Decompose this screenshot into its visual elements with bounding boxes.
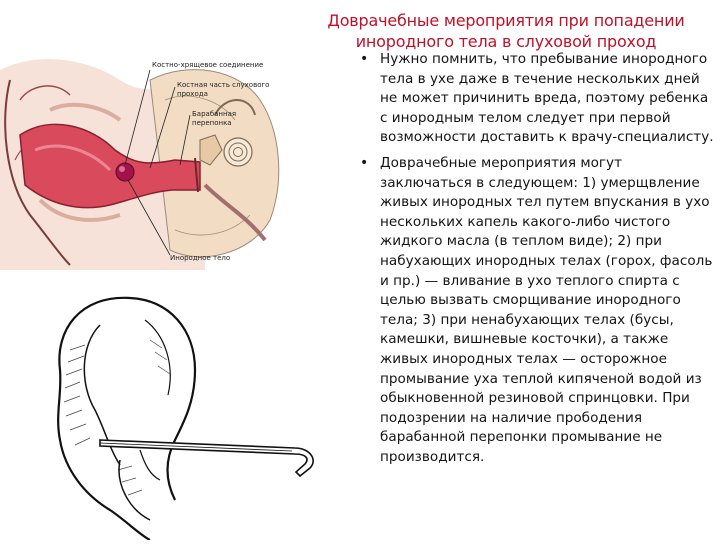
foreign-body-marker: [116, 163, 134, 181]
ear-anatomy-illustration: [0, 40, 300, 270]
ear-probe-drawing: [0, 290, 340, 540]
bullet-item-2: [356, 154, 716, 468]
callout-bone-cartilage-joint: Костно-хрящевое соединение: [152, 61, 264, 69]
bullet-dot-icon: •: [360, 154, 369, 171]
callout-eardrum-line2: перепонка: [192, 119, 232, 127]
callout-foreign-body: Инородное тело: [170, 254, 231, 262]
auricle-with-probe-illustration: [0, 290, 340, 540]
bullet-item-1: [356, 50, 716, 148]
bullet-text: Нужно помнить, что пребывание инородного тела в ухе даже в течение нескольких дней не может причинить вреда, поэтому ребенка с инородным телом следует при первой возможности доставить к врачу-специалисту.: [380, 51, 714, 146]
bullet-list: [356, 50, 716, 473]
cochlea-shape: [224, 138, 252, 166]
probe-hook: [100, 440, 313, 476]
bullet-dot-icon: •: [360, 51, 369, 67]
hatching-shading: [64, 340, 170, 495]
ear-cross-section-figure: [0, 40, 300, 270]
callout-bony-canal: Костная часть слухового прохода: [177, 81, 270, 98]
callout-eardrum-line1: Барабанная: [192, 110, 237, 118]
slide-title: Доврачебные мероприятия при попадении инородного тела в слуховой проход: [327, 11, 685, 51]
bullet-text: Доврачебные мероприятия могут заключаться в следующем: 1) умерщвление живых инородных тел путем впускания в ухо нескольких капель какого-либо чистого жидкого масла (в теплом виде); 2) при набухающих инородных телах (горох, фасоль и пр.) — вливание в ухо теплого спирта с целью вызвать сморщивание инородного тела; 3) при ненабухающих телах (бусы, камешки, вишневые косточки), а также живых инородных телах — осторожное промывание уха теплой кипяченой водой из обыкновенной резиновой спринцовки. При подозрении на наличие прободения барабанной перепонки промывание не производится.: [380, 154, 713, 465]
